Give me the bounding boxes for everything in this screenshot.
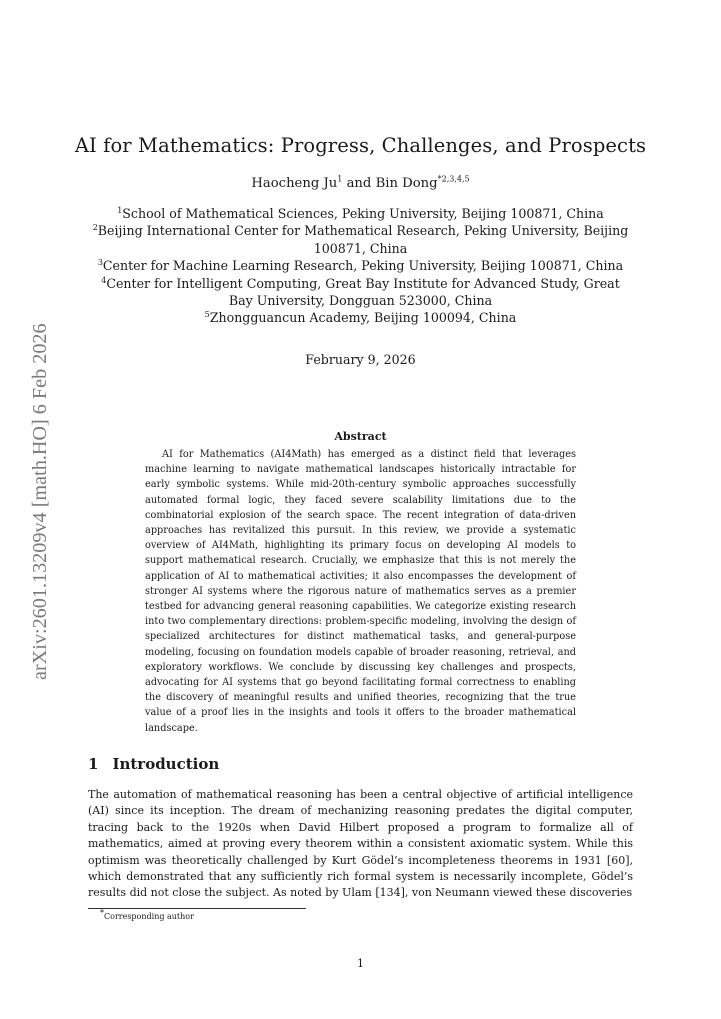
arxiv-identifier-text: arXiv:2601.13209v4 [math.HO] 6 Feb 2026	[29, 323, 51, 680]
section-heading	[88, 755, 219, 773]
abstract-heading: Abstract	[334, 430, 387, 443]
affiliation-mark: 4	[101, 275, 107, 285]
affiliation-text: Beijing International Center for Mathematical Research, Peking University, Beijing 100871, China	[97, 223, 629, 256]
affiliation-text: Center for Intelligent Computing, Great Bay Institute for Advanced Study, Great Bay University, Dongguan 523000, China	[106, 275, 620, 309]
page-number: 1	[357, 957, 364, 970]
paper-title: AI for Mathematics: Progress, Challenges, and Prospects	[74, 134, 647, 157]
arxiv-identifier-vertical	[20, 290, 56, 680]
affiliation-text: School of Mathematical Sciences, Peking University, Beijing 100871, China	[122, 206, 604, 221]
affiliation-text: Center for Machine Learning Research, Peking University, Beijing 100871, China	[102, 258, 624, 274]
affiliation-mark: 1	[117, 205, 123, 215]
introduction-paragraph: The automation of mathematical reasoning has been a central objective of artificial intelligence (AI) since its inception. The dream of mechanizing reasoning predates the digital computer, tracing back to the 1920s when David Hilbert proposed a program to formalize all of mathematics, aimed at proving every theorem within a consistent axiomatic system. While this optimism was theoretically challenged by Kurt Gödel’s incompleteness theorems in 1931 [60], which demonstrated that any sufficiently rich formal system is necessarily incomplete, Gödel’s results did not close the subject. As noted by Ulam [134], von Neumann viewed these discoveries	[88, 788, 633, 900]
affiliation-mark: 5	[204, 310, 210, 320]
author-line	[0, 176, 721, 191]
arxiv-identifier	[20, 290, 56, 680]
author-affiliation-mark: 1	[337, 174, 343, 184]
affiliation-text: Zhongguancun Academy, Beijing 100094, China	[209, 310, 517, 326]
author-affiliation-mark: *2,3,4,5	[437, 174, 470, 184]
footnote-text: Corresponding author	[104, 912, 194, 921]
abstract-text: AI for Mathematics (AI4Math) has emerged as a distinct field that leverages machine learning to navigate mathematical landscapes historically intractable for early symbolic systems. While mid-20th-century symbolic approaches successfully automated formal logic, they faced severe scalability limitations due to the combinatorial explosion of the search space. The recent integration of data-driven approaches has revitalized this pursuit. In this review, we provide a systematic overview of AI4Math, highlighting its primary focus on developing AI models to support mathematical research. Crucially, we emphasize that this is not merely the application of AI to mathematical activities; it also encompasses the development of stronger AI systems where the rigorous nature of mathematics serves as a premier testbed for advancing general reasoning capabilities. We categorize existing research into two complementary directions: problem-specific modeling, involving the design of specialized architectures for distinct mathematical tasks, and general-purpose modeling, focusing on foundation models capable of broader reasoning, retrieval, and exploratory workflows. We conclude by discussing key challenges and prospects, advocating for AI systems that go beyond facilitating formal correctness to enabling the discovery of meaningful results and unified theories, recognizing that the true value of a proof lies in the insights and tools it offers to the broader mathematical landscape.	[145, 449, 576, 734]
author-name: Bin Dong	[375, 176, 438, 191]
footnote-divider	[88, 908, 306, 909]
affiliation	[88, 309, 633, 326]
section-title: Introduction	[112, 755, 220, 773]
affiliation	[88, 222, 633, 257]
affiliation	[88, 257, 633, 274]
affiliation-mark: 2	[92, 223, 98, 233]
affiliation	[88, 205, 633, 222]
footnote	[100, 908, 194, 921]
author-name: Haocheng Ju	[251, 176, 338, 191]
section-number: 1	[88, 755, 99, 773]
author-connector: and	[342, 176, 376, 191]
affiliation-mark: 3	[97, 258, 103, 268]
publication-date: February 9, 2026	[305, 352, 416, 367]
footnote-mark: *	[100, 908, 104, 918]
affiliation-list	[88, 205, 633, 327]
affiliation	[88, 275, 633, 310]
